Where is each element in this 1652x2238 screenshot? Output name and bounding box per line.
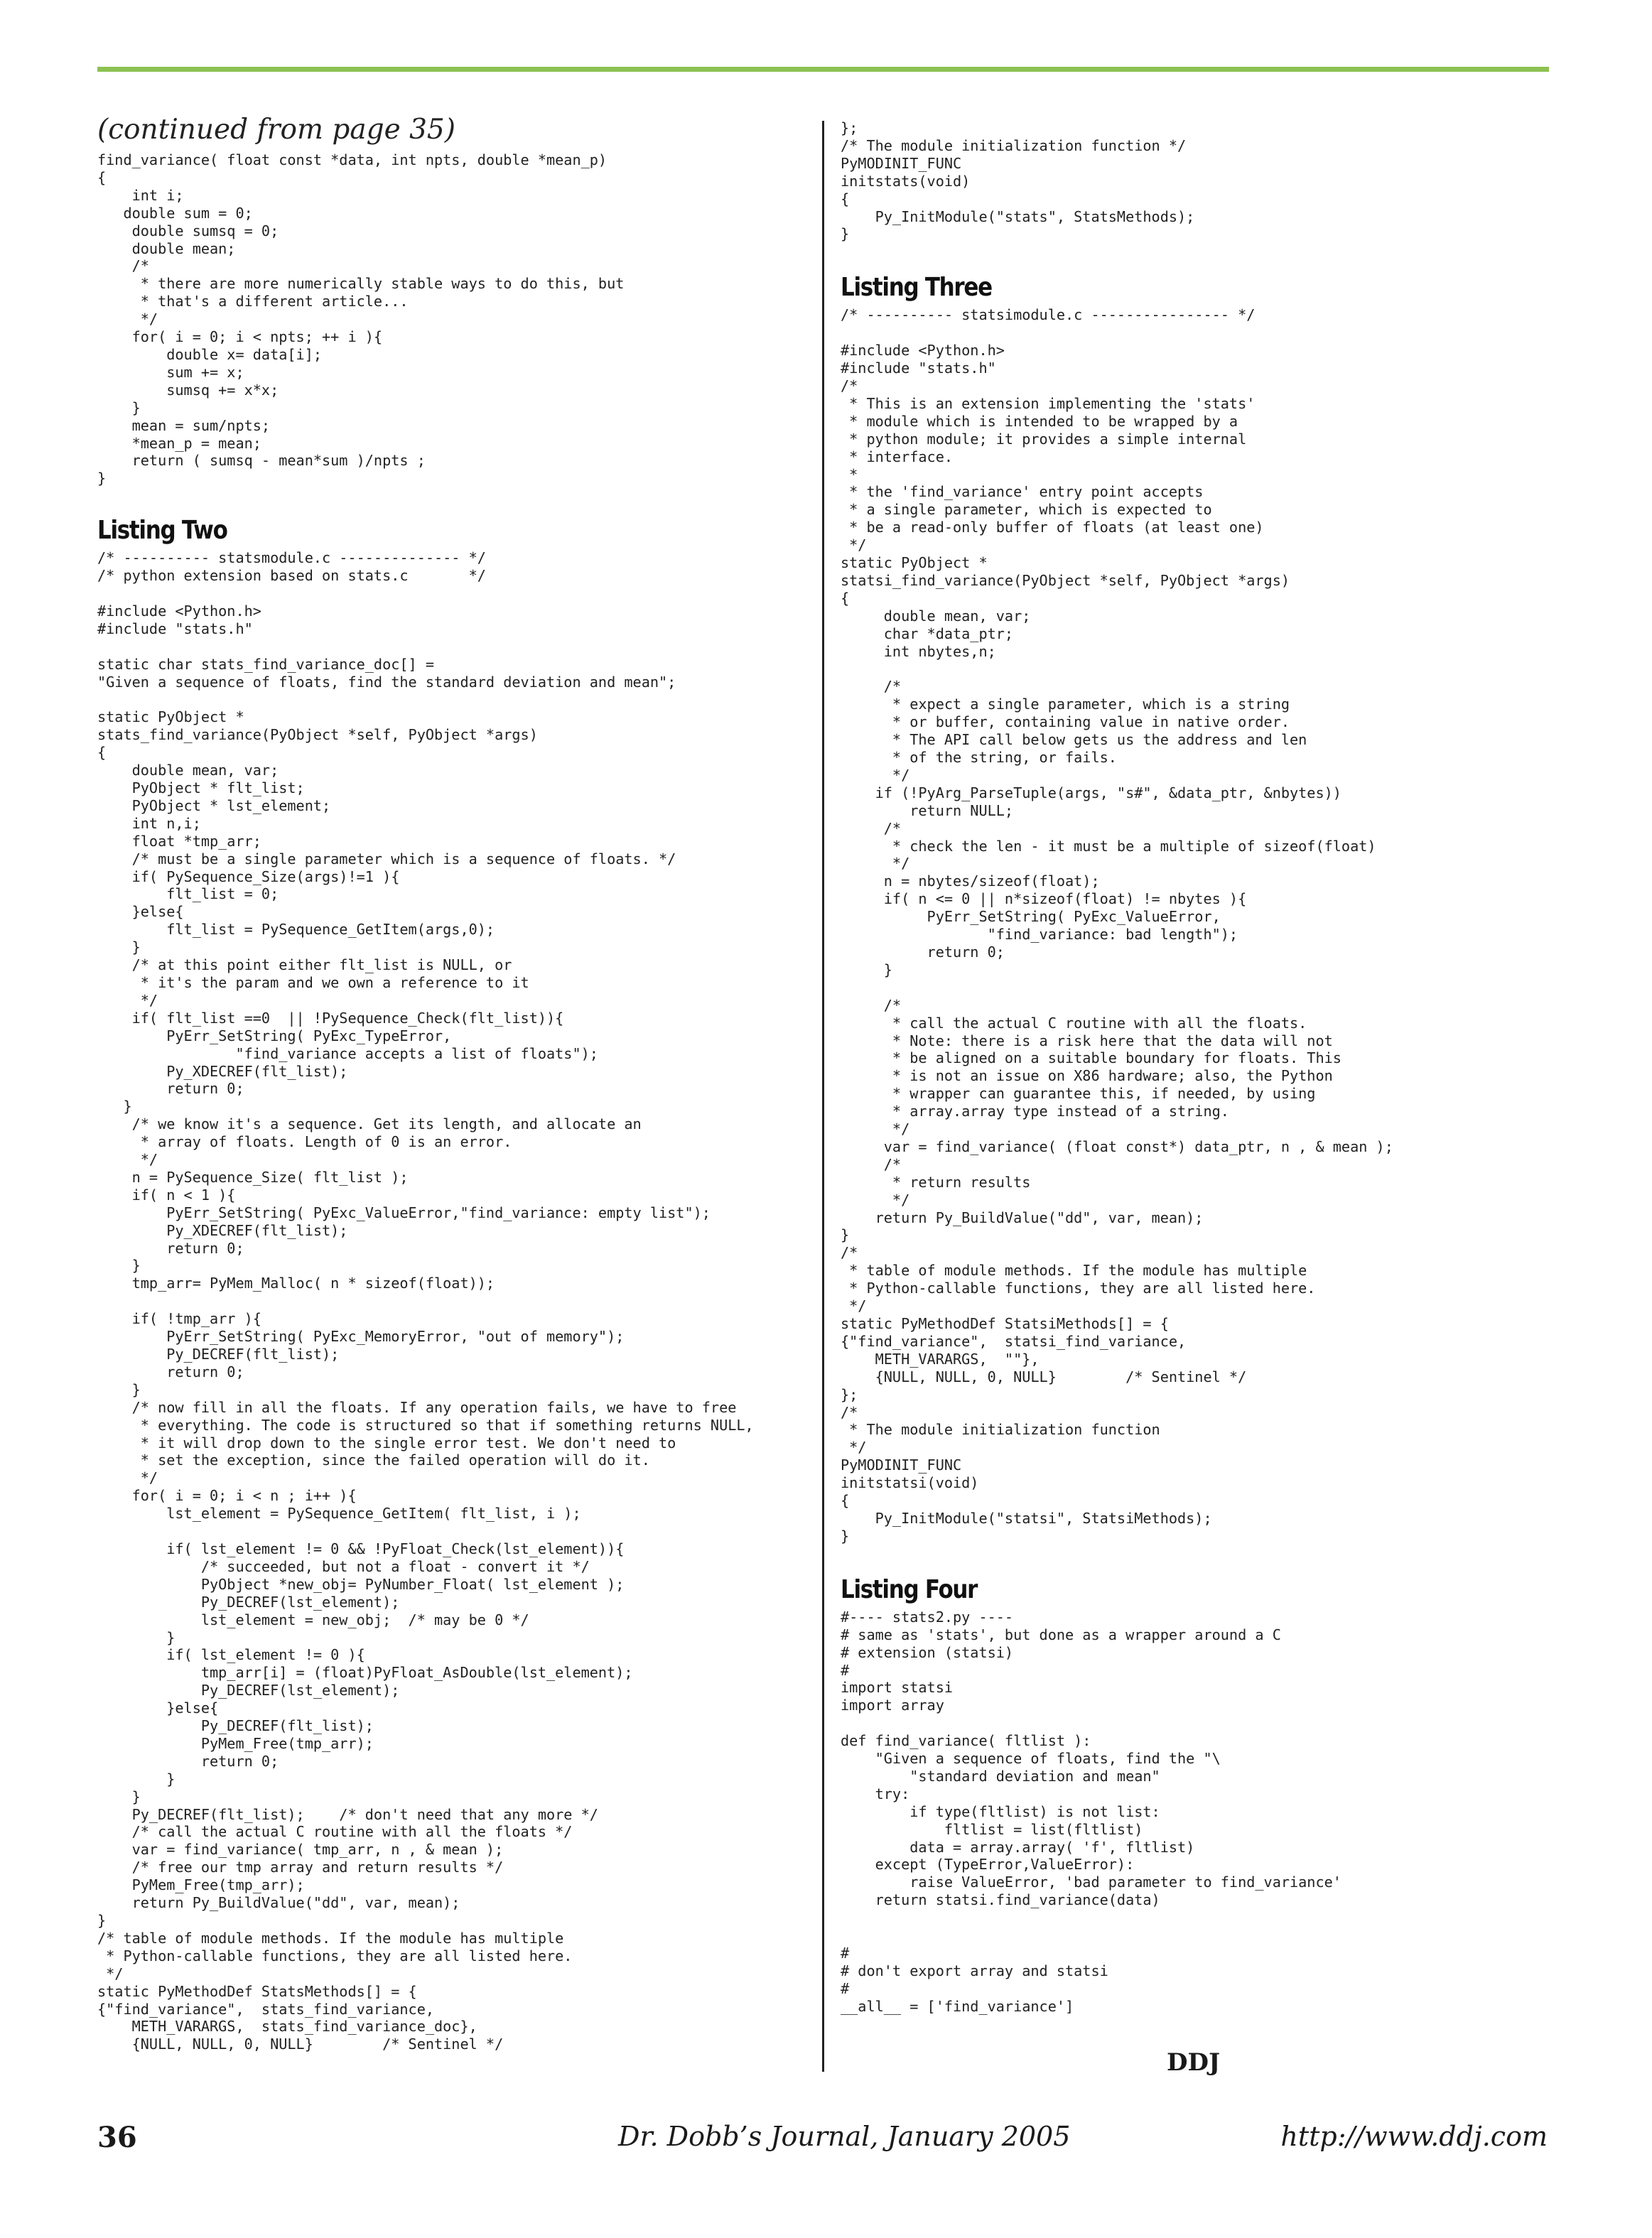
code-find-variance: find_variance( float const *data, int npts, double *mean_p) { int i; double sum = 0; double sumsq = 0; double mean; /* * there are more numerically stable ways to do this, but * that's a different article... */ for( i = 0; i < npts; ++ i ){ double x= data[i]; sum += x; sumsq += x*x; } mean = sum/npts; *mean_p = mean; return ( sumsq - mean*sum )/npts ; } xyxy=(97,151,625,487)
listing-two-title: Listing Two xyxy=(97,516,227,546)
spacer xyxy=(841,243,1551,273)
listing-three-code: /* ---------- statsimodule.c ---------------- */ #include <Python.h> #include "stats.h" /* * This is an extension implementing the 'stats' * module which is intended to be wrapped by a * python module; it provides a simple internal * interface. * * the 'find_variance' entry point accepts * a single parameter, which is expected to * be a read-only buffer of floats (at least one) */ static PyObject * statsi_find_variance(PyObject *self, PyObject *args) { double mean, var; char *data_ptr; int nbytes,n; /* * expect a single parameter, which is a string * or buffer, containing value in native order. * The API call below gets us the address and len * of the string, or fails. */ if (!PyArg_ParseTuple(args, "s#", &data_ptr, &nbytes)) return NULL; /* * check the len - it must be a multiple of sizeof(float) */ n = nbytes/sizeof(float); if( n <= 0 || n*sizeof(float) != nbytes ){ PyErr_SetString( PyExc_ValueError, "find_variance: bad length"); return 0; } /* * call the actual C routine with all the floats. * Note: there is a risk here that the data will not * be aligned on a suitable boundary for floats. This * is not an issue on X86 hardware; also, the Python * wrapper can guarantee this, if needed, by using * array.array type instead of a string. */ var = find_variance( (float const*) data_ptr, n , & mean ); /* * return results */ return Py_BuildValue("dd", var, mean); } /* * table of module methods. If the module has multiple * Python-callable functions, they are all listed here. */ static PyMethodDef StatsiMethods[] = { {"find_variance", statsi_find_variance, METH_VARARGS, ""}, {NULL, NULL, 0, NULL} /* Sentinel */ }; /* * The module initialization function */ PyMODINIT_FUNC initstatsi(void) { Py_InitModule("statsi", StatsiMethods); } xyxy=(841,306,1393,1545)
journal-footer: Dr. Dobb’s Journal, January 2005 xyxy=(618,2121,1071,2152)
left-column xyxy=(97,114,811,2053)
page-number: 36 xyxy=(97,2121,137,2154)
footer-url: http://www.ddj.com xyxy=(1280,2121,1548,2152)
spacer xyxy=(97,487,811,516)
continued-note: (continued from page 35) xyxy=(97,114,455,146)
column-divider xyxy=(822,121,824,2072)
right-column xyxy=(841,119,1551,2016)
listing-four-title: Listing Four xyxy=(841,1574,978,1604)
code-initstats: }; /* The module initialization function */ PyMODINIT_FUNC initstats(void) { Py_InitModule("stats", StatsMethods); } xyxy=(841,119,1195,243)
spacer xyxy=(841,1545,1551,1575)
listing-two-code: /* ---------- statsmodule.c -------------- */ /* python extension based on stats.c */ #include <Python.h> #include "stats.h" static char stats_find_variance_doc[] = "Given a sequence of floats, find the standard deviation and mean"; static PyObject * stats_find_variance(PyObject *self, PyObject *args) { double mean, var; PyObject * flt_list; PyObject * lst_element; int n,i; float *tmp_arr; /* must be a single parameter which is a sequence of floats. */ if( PySequence_Size(args)!=1 ){ flt_list = 0; }else{ flt_list = PySequence_GetItem(args,0); } /* at this point either flt_list is NULL, or * it's the param and we own a reference to it */ if( flt_list ==0 || !PySequence_Check(flt_list)){ PyErr_SetString( PyExc_TypeError, "find_variance accepts a list of floats"); Py_XDECREF(flt_list); return 0; } /* we know it's a sequence. Get its length, and allocate an * array of floats. Length of 0 is an error. */ n = PySequence_Size( flt_list ); if( n < 1 ){ PyErr_SetString( PyExc_ValueError,"find_variance: empty list"); Py_XDECREF(flt_list); return 0; } tmp_arr= PyMem_Malloc( n * sizeof(float)); if( !tmp_arr ){ PyErr_SetString( PyExc_MemoryError, "out of memory"); Py_DECREF(flt_list); return 0; } /* now fill in all the floats. If any operation fails, we have to free * everything. The code is structured so that if something returns NULL, * it will drop down to the single error test. We don't need to * set the exception, since the failed operation will do it. */ for( i = 0; i < n ; i++ ){ lst_element = PySequence_GetItem( flt_list, i ); if( lst_element != 0 && !PyFloat_Check(lst_element)){ /* succeeded, but not a float - convert it */ PyObject *new_obj= PyNumber_Float( lst_element ); Py_DECREF(lst_element); lst_element = new_obj; /* may be 0 */ } if( lst_element != 0 ){ tmp_arr[i] = (float)PyFloat_AsDouble(lst_element); Py_DECREF(lst_element); }else{ Py_DECREF(flt_list); PyMem_Free(tmp_arr); return 0; } } Py_DECREF(flt_list); /* don't need that any more */ /* call the actual C routine with all the floats */ var = find_variance( tmp_arr, n , & mean ); /* free our tmp array and return results */ PyMem_Free(tmp_arr); return Py_BuildValue("dd", var, mean); } /* table of module methods. If the module has multiple * Python-callable functions, they are all listed here. */ static PyMethodDef StatsMethods[] = { {"find_variance", stats_find_variance, METH_VARARGS, stats_find_variance_doc}, {NULL, NULL, 0, NULL} /* Sentinel */ xyxy=(97,549,754,2053)
listing-three-title: Listing Three xyxy=(841,273,992,303)
top-green-rule xyxy=(97,67,1549,72)
ddj-end-mark: DDJ xyxy=(1167,2048,1221,2077)
listing-four-code: #---- stats2.py ---- # same as 'stats', but done as a wrapper around a C # extension (statsi) # import statsi import array def find_variance( fltlist ): "Given a sequence of floats, find the "\ "standard deviation and mean" try: if type(fltlist) is not list: fltlist = list(fltlist) data = array.array( 'f', fltlist) except (TypeError,ValueError): raise ValueError, 'bad parameter to find_variance' return statsi.find_variance(data) # # don't export array and statsi # __all__ = ['find_variance'] xyxy=(841,1608,1341,2015)
